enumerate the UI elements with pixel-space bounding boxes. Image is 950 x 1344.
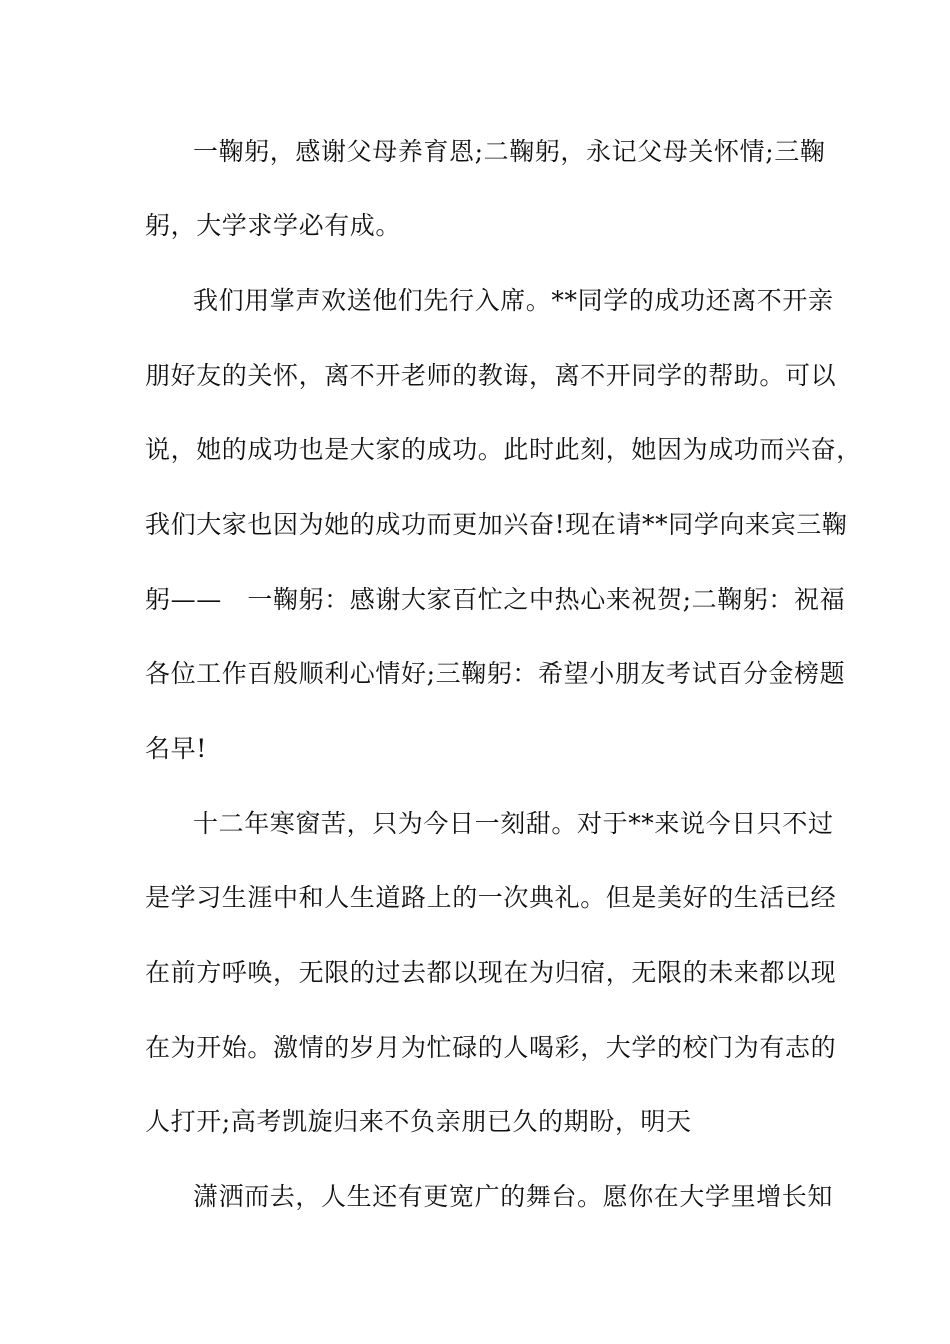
text-line: 潇洒而去，人生还有更宽广的舞台。愿你在大学里增长知 (193, 1182, 834, 1211)
text-line: 躬—— 一鞠躬：感谢大家百忙之中热心来祝贺;二鞠躬：祝福 (145, 585, 846, 614)
text-line: 十二年寒窗苦，只为今日一刻甜。对于**来说今日只不过 (193, 809, 834, 838)
text-line: 人打开;高考凯旋归来不负亲朋已久的期盼，明天 (145, 1107, 692, 1136)
text-line: 我们大家也因为她的成功而更加兴奋!现在请**同学向来宾三鞠 (145, 510, 848, 539)
text-line: 朋好友的关怀，离不开老师的教诲，离不开同学的帮助。可以 (145, 361, 837, 390)
text-line: 在前方呼唤，无限的过去都以现在为归宿，无限的未来都以现 (145, 958, 837, 987)
text-line: 一鞠躬，感谢父母养育恩;二鞠躬，永记父母关怀情;三鞠 (193, 137, 826, 166)
text-line: 在为开始。激情的岁月为忙碌的人喝彩，大学的校门为有志的 (145, 1033, 837, 1062)
text-line: 躬，大学求学必有成。 (145, 211, 402, 240)
text-line: 各位工作百般顺利心情好;三鞠躬：希望小朋友考试百分金榜题 (145, 659, 846, 688)
text-line: 我们用掌声欢送他们先行入席。**同学的成功还离不开亲 (193, 286, 834, 315)
text-line: 是学习生涯中和人生道路上的一次典礼。但是美好的生活已经 (145, 883, 837, 912)
text-line: 名早! (145, 734, 207, 763)
text-line: 说，她的成功也是大家的成功。此时此刻，她因为成功而兴奋， (145, 435, 862, 464)
